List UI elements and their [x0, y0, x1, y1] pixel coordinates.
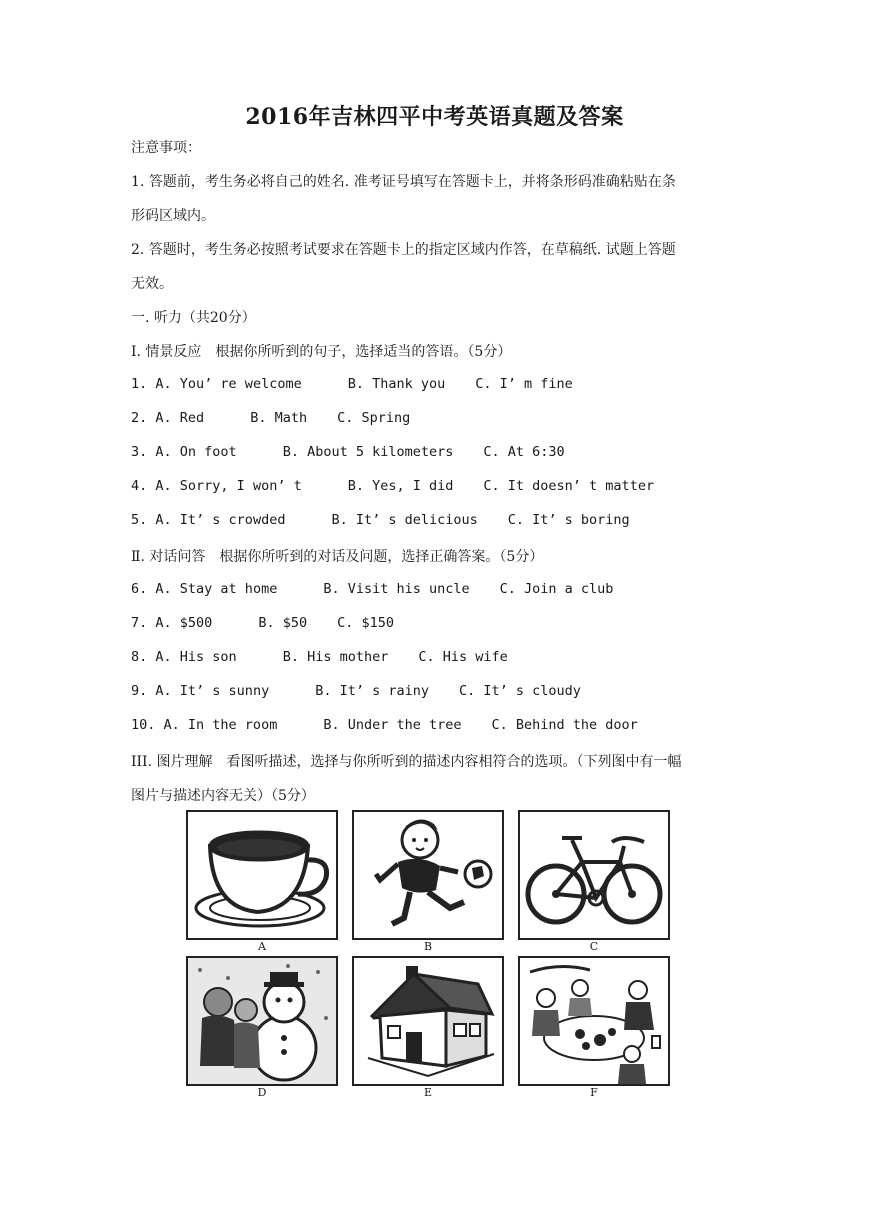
question-row	[131, 478, 751, 494]
picture-d	[186, 956, 338, 1086]
question-number: 9.	[131, 683, 148, 699]
question-number: 7.	[131, 615, 148, 631]
question-row	[131, 444, 751, 460]
notice-item-1-cont: 形码区域内。	[131, 208, 215, 224]
section-listening: 一. 听力（共20分）	[131, 310, 256, 326]
option-a: A. Red	[155, 410, 205, 426]
question-row	[131, 410, 751, 426]
option-b: B. About 5 kilometers	[282, 444, 454, 460]
option-b: B. Math	[250, 410, 308, 426]
option-a: A. On foot	[155, 444, 237, 460]
option-c: C. It doesn’ t matter	[483, 478, 655, 494]
option-a: A. In the room	[163, 717, 278, 733]
option-a: A. Sorry, I won’ t	[155, 478, 302, 494]
question-number: 8.	[131, 649, 148, 665]
option-b: B. Visit his uncle	[323, 581, 470, 597]
picture-b	[352, 810, 504, 940]
option-c: C. Join a club	[499, 581, 614, 597]
option-a: A. You’ re welcome	[155, 376, 302, 392]
bicycle-icon	[520, 812, 668, 938]
part2-heading: Ⅱ. 对话问答 根据你所听到的对话及问题，选择正确答案。（5分）	[131, 549, 544, 565]
question-number: 2.	[131, 410, 148, 426]
option-c: C. At 6:30	[483, 444, 565, 460]
question-number: 1.	[131, 376, 148, 392]
question-row	[131, 649, 751, 665]
option-c: C. It’ s boring	[507, 512, 630, 528]
option-c: C. I’ m fine	[475, 376, 573, 392]
question-number: 3.	[131, 444, 148, 460]
question-row	[131, 683, 751, 699]
option-b: B. Thank you	[347, 376, 446, 392]
option-c: C. Spring	[337, 410, 411, 426]
question-number: 6.	[131, 581, 148, 597]
boy-kicking-ball-icon	[354, 812, 502, 938]
option-b: B. It’ s rainy	[315, 683, 429, 699]
picture-grid	[186, 810, 670, 1110]
part3-heading-cont: 图片与描述内容无关）（5分）	[131, 788, 315, 804]
option-c: C. Behind the door	[491, 717, 638, 733]
picture-label-e: E	[423, 1086, 433, 1099]
picture-f	[518, 956, 670, 1086]
picture-a	[186, 810, 338, 940]
question-row	[131, 376, 751, 392]
option-a: A. His son	[155, 649, 237, 665]
option-b: B. His mother	[282, 649, 389, 665]
option-b: B. Yes, I did	[347, 478, 454, 494]
page-title: 2016年吉林四平中考英语真题及答案	[245, 104, 624, 130]
picture-e	[352, 956, 504, 1086]
picnic-icon	[520, 958, 668, 1084]
picture-label-a: A	[258, 940, 266, 953]
picture-c	[518, 810, 670, 940]
house-icon	[354, 958, 502, 1084]
option-c: C. His wife	[418, 649, 508, 665]
question-number: 5.	[131, 512, 148, 528]
option-c: C. $150	[337, 615, 394, 631]
notice-item-1: 1. 答题前，考生务必将自己的姓名. 准考证号填写在答题卡上，并将条形码准确粘贴在条	[131, 174, 676, 190]
notice-heading: 注意事项：	[131, 140, 201, 156]
option-a: A. It’ s sunny	[155, 683, 270, 699]
part3-heading: III. 图片理解 看图听描述，选择与你所听到的描述内容相符合的选项。（下列图中有一幅	[131, 754, 682, 770]
picture-label-d: D	[257, 1086, 267, 1099]
question-row	[131, 615, 751, 631]
option-b: B. $50	[258, 615, 308, 631]
question-number: 4.	[131, 478, 148, 494]
option-b: B. Under the tree	[323, 717, 462, 733]
notice-item-2-cont: 无效。	[131, 276, 173, 292]
coffee-cup-icon	[188, 812, 336, 938]
question-number: 10.	[131, 717, 156, 733]
picture-label-c: C	[589, 940, 599, 953]
part1-heading: Ⅰ. 情景反应 根据你所听到的句子，选择适当的答语。（5分）	[131, 344, 512, 360]
question-row	[131, 581, 751, 597]
option-c: C. It’ s cloudy	[459, 683, 581, 699]
snowman-children-icon	[188, 958, 336, 1084]
option-a: A. $500	[155, 615, 213, 631]
question-row	[131, 717, 751, 733]
question-row	[131, 512, 751, 528]
notice-item-2: 2. 答题时，考生务必按照考试要求在答题卡上的指定区域内作答，在草稿纸. 试题上答题	[131, 242, 676, 258]
option-a: A. Stay at home	[155, 581, 278, 597]
option-a: A. It’ s crowded	[155, 512, 286, 528]
picture-label-f: F	[590, 1086, 598, 1099]
option-b: B. It’ s delicious	[331, 512, 478, 528]
picture-label-b: B	[423, 940, 433, 953]
